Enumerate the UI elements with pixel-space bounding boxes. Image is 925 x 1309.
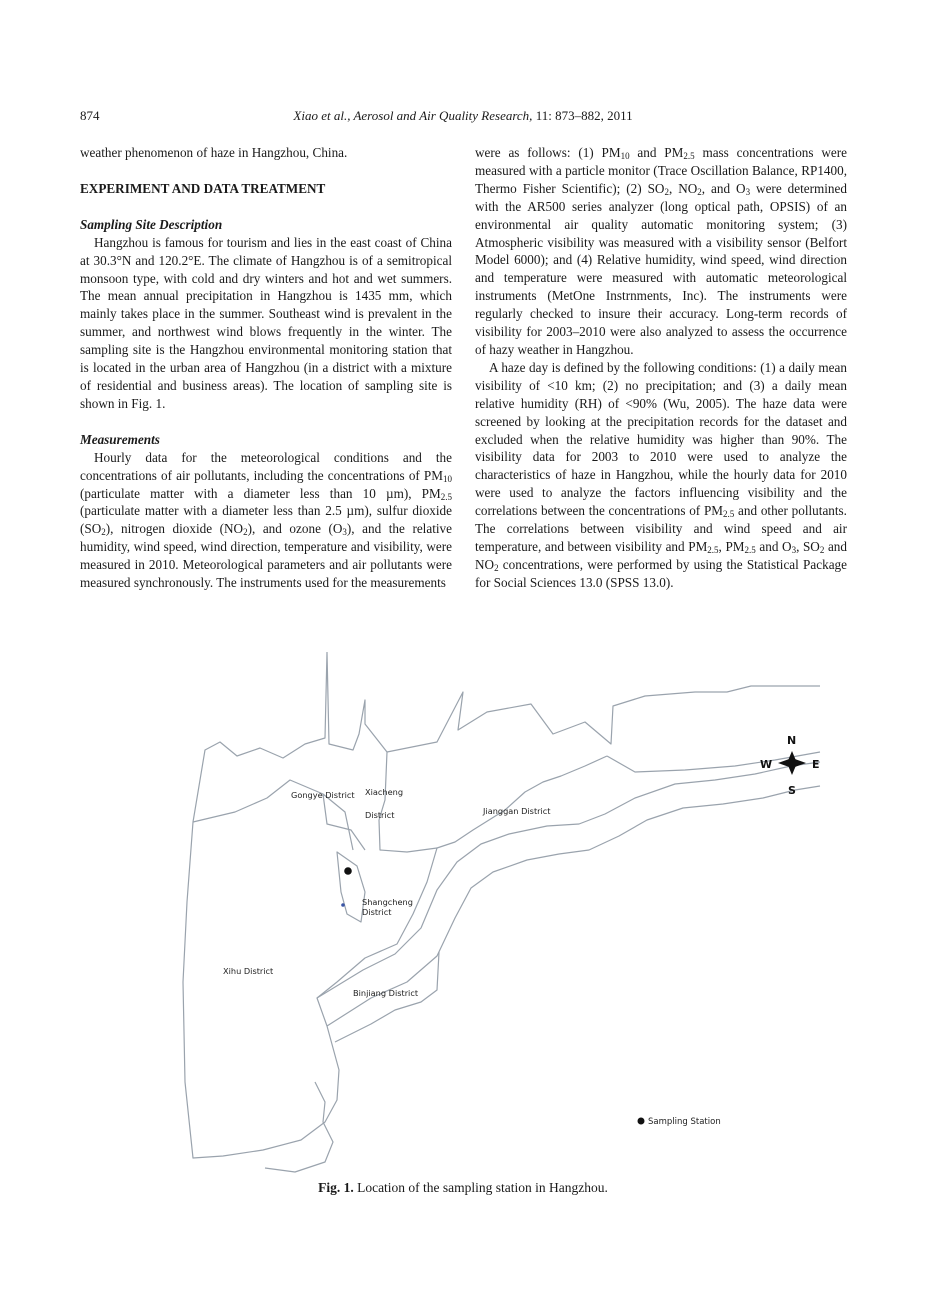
- figure-map: [175, 652, 825, 1176]
- figure-caption-text: Location of the sampling station in Hangzhou.: [353, 1180, 608, 1195]
- label-xiacheng-district-2: District: [365, 810, 395, 820]
- left-column: [80, 144, 452, 592]
- secondary-marker: [341, 903, 345, 907]
- qiantang-river-north: [317, 762, 820, 998]
- right-column: [475, 144, 847, 592]
- compass-south: S: [788, 784, 796, 797]
- label-binjiang-district: Binjiang District: [353, 988, 419, 998]
- figure-label: Fig. 1.: [318, 1180, 354, 1195]
- district-border-jianggan: [387, 686, 820, 752]
- label-xiacheng-district-1: Xiacheng: [365, 787, 404, 797]
- compass-east: E: [812, 758, 820, 771]
- compass-north: N: [787, 734, 797, 747]
- river-northeast: [437, 756, 607, 848]
- hangzhou-district-map: [175, 652, 825, 1176]
- sampling-station-marker: [344, 867, 352, 875]
- page-header: [80, 108, 846, 128]
- west-lake-shore: [337, 852, 365, 922]
- intro-tail: weather phenomenon of haze in Hangzhou, China.: [80, 145, 348, 160]
- legend-station-dot: [638, 1118, 645, 1125]
- paragraph-instruments: were as follows: (1) $PM_{10}$ and $PM_{2.5}$ mass concentrations were measured with a particle monitor (Trace Oscillation Balance, RP1400, Thermo Fisher Scientific); (2) $SO_2$, $NO_2$, and $O_3$ were determined with the AR500 series analyzer (long optical path, OPSIS) of an environmental air quality automatic monitoring system; (3) Atmospheric visibility was measured with a visibility sensor (Belfort Model 6000); and (4) Relative humidity, wind speed, wind direction and temperature were measured with automatic meteorological instruments (MetOne Instrnments, Inc). The instruments were regularly checked to insure their accuracy. Long-term records of visibility for 2003–2010 were also analyzed to assess the occurrence of hazy weather in Hangzhou.: [475, 145, 847, 357]
- label-gongye-district: Gongye District: [291, 790, 355, 800]
- paragraph-measurements: Hourly data for the meteorological conditions and the concentrations of air pollutants, including the concentrations of $PM_{10}$ (particulate matter with a diameter less than 10 µm), $PM_{2.5}$ (particulate matter with a diameter less than 2.5 µm), sulfur dioxide $(SO_2)$, nitrogen dioxide $(NO_2)$, and ozone $(O_3)$, and the relative humidity, wind speed, wind direction, temperature and visibility, were measured in 2010. Meteorological parameters and air pollutants were measured synchronously. The instruments used for the measurements: [80, 449, 452, 591]
- subsection-heading-sampling-site: Sampling Site Description: [80, 216, 223, 232]
- compass-west: W: [760, 758, 773, 771]
- label-shangcheng-district-1: Shangcheng: [362, 897, 413, 907]
- district-border-xiacheng: [323, 794, 365, 850]
- paragraph-haze-definition: A haze day is defined by the following conditions: (1) a daily mean visibility of <10 km; (2) no precipitation; and (3) a daily mean relative humidity (RH) of <90% (Wu, 2005). The haze data were screened by looking at the precipitation records for the dataset and excluded when the relative humidity was higher than 90%. The visibility data for 2003 to 2010 were used to analyze the characteristics of haze in Hangzhou, while the hourly data for 2010 were used to analyze the factors influencing visibility and the correlations between the concentrations of $PM_{2.5}$ and other pollutants. The correlations between visibility and wind speed and air temperature, and between visibility and $PM_{2.5}$, $PM_{2.5}$ and $O_3$, $SO_2$ and $NO_2$ concentrations, were performed by using the Statistical Package for Social Sciences 13.0 (SPSS 13.0).: [475, 359, 847, 590]
- running-head-volume: 11: 873–882, 2011: [535, 108, 633, 123]
- subsection-heading-measurements: Measurements: [80, 431, 160, 447]
- paragraph-sampling-site: Hangzhou is famous for tourism and lies in the east coast of China at 30.3°N and 120.2°E. The climate of Hangzhou is of a semitropical monsoon type, with cold and dry winters and hot and wet summers. The mean annual precipitation in Hangzhou is 1435 mm, which mainly takes place in the summer. Southeast wind is prevalent in the summer, and northwest wind blows frequently in the winter. The sampling site is the Hangzhou environmental monitoring station that is located in the urban area of Hangzhou (in a district with a mixture of residential and business areas). The location of sampling site is shown in Fig. 1.: [80, 234, 452, 411]
- legend-sampling-station: Sampling Station: [648, 1117, 721, 1127]
- label-xihu-district: Xihu District: [223, 966, 274, 976]
- running-head-authors-journal: Xiao et al., Aerosol and Air Quality Research,: [293, 108, 533, 123]
- canal-south: [265, 1082, 333, 1172]
- running-head: [80, 108, 846, 124]
- label-shangcheng-district-2: District: [362, 907, 392, 917]
- label-jianggan-district: Jianggan District: [483, 806, 551, 816]
- figure-caption: [80, 1180, 846, 1196]
- page-number: 874: [80, 108, 100, 123]
- section-heading: EXPERIMENT AND DATA TREATMENT: [80, 180, 326, 196]
